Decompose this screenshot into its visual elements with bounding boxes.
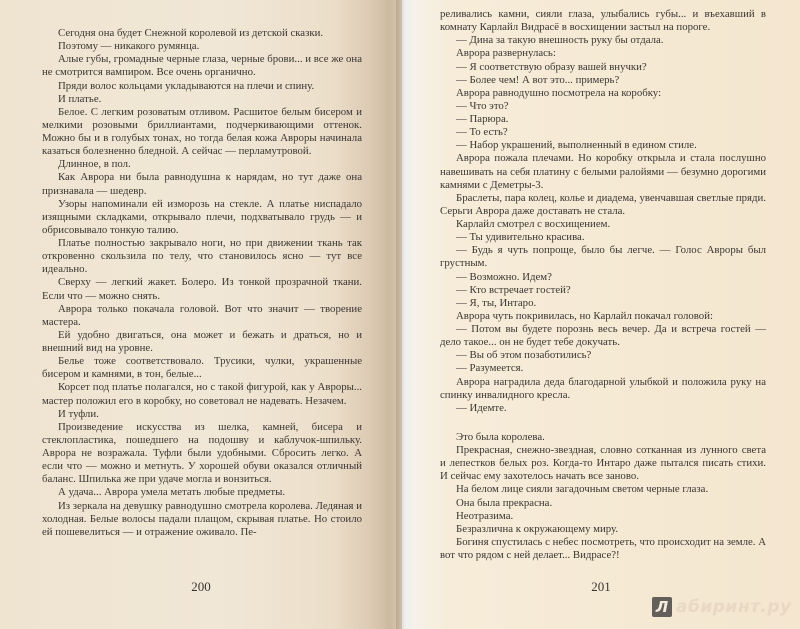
labirint-logo-icon: Л bbox=[652, 597, 672, 617]
paragraph: На белом лице сияли загадочным светом черные глаза. bbox=[456, 483, 709, 496]
paragraph: Аврора только покачала головой. Вот что значит — творение мастера. bbox=[42, 302, 362, 328]
paragraph: — Дина за такую внешность руку бы отдала. bbox=[456, 34, 664, 47]
paragraph: Как Аврора ни была равнодушна к нарядам, но тут даже она признавала — шедевр. bbox=[42, 171, 362, 197]
gutter-shadow bbox=[396, 0, 406, 629]
paragraph: И туфли. bbox=[58, 407, 99, 420]
paragraph: Белье тоже соответствовало. Трусики, чулки, украшенные бисером и камнями, в тон, белые... bbox=[42, 355, 362, 381]
paragraph: Белое. С легким розоватым отливом. Расшитое белым бисером и мелкими розовыми бриллиантами, подчеркивающими оттенок. Можно бы и в голубых тонах, но тогда белая кожа Авроры начинала казаться болезненно бледной. А сейчас — перламутровой. bbox=[42, 105, 362, 158]
paragraph: Сверху — легкий жакет. Болеро. Из тонкой прозрачной ткани. Если что — можно снять. bbox=[42, 276, 362, 302]
paragraph: — Более чем! А вот это... примерь? bbox=[456, 73, 620, 86]
page-number-right: 201 bbox=[591, 579, 611, 594]
paragraph: Аврора развернулась: bbox=[456, 47, 556, 60]
paragraph: Алые губы, громадные черные глаза, черные брови... и все же она не смотрится вампиром. Все очень органично. bbox=[42, 53, 362, 79]
paragraph: Поэтому — никакого румянца. bbox=[58, 40, 200, 53]
paragraph: — Я соответствую образу вашей внучки? bbox=[456, 60, 647, 73]
paragraph: — Набор украшений, выполненный в едином стиле. bbox=[456, 139, 697, 152]
paragraph: Из зеркала на девушку равнодушно смотрела королева. Ледяная и холодная. Белые волосы падали плащом, скрывая платье. Но стоило ей пошевелиться — и отражение оживало. Пе- bbox=[42, 499, 362, 538]
paragraph: — Ты удивительно красива. bbox=[456, 231, 585, 244]
paragraph: — Возможно. Идем? bbox=[456, 270, 552, 283]
right-page-text bbox=[440, 8, 766, 562]
paragraph: И платье. bbox=[58, 92, 102, 105]
paragraph: Богиня спустилась с небес посмотреть, что происходит на земле. А вот что рядом с ней делает... Видрасе?! bbox=[440, 535, 766, 561]
paragraph: Аврора чуть покривилась, но Карлайл покачал головой: bbox=[456, 309, 713, 322]
paragraph: Она была прекрасна. bbox=[456, 496, 553, 509]
paragraph: Узоры напоминали ей изморозь на стекле. А платье ниспадало изящными складками, открывало плечи, подхватывало грудь — и обрисовывало тонкую талию. bbox=[42, 197, 362, 236]
paragraph: — Кто встречает гостей? bbox=[456, 283, 571, 296]
paragraph: — Разумеется. bbox=[456, 362, 524, 375]
paragraph: Корсет под платье полагался, но с такой фигурой, как у Авроры... мастер положил его в коробку, но советовал не надевать. Незачем. bbox=[42, 381, 362, 407]
paragraph: Пряди волос кольцами укладываются на плечи и спину. bbox=[58, 79, 315, 92]
paragraph: — Идемте. bbox=[456, 401, 507, 414]
labirint-watermark bbox=[652, 596, 792, 618]
paragraph: Сегодня она будет Снежной королевой из детской сказки. bbox=[58, 27, 324, 39]
paragraph: — То есть? bbox=[456, 126, 508, 139]
right-page bbox=[402, 0, 800, 629]
paragraph: Прекрасная, снежно-звездная, словно сотканная из лунного света и лепестков белых роз. Когда-то Интаро даже пытался писать стихи. И сейчас ему захотелось начать все заново. bbox=[440, 444, 766, 483]
paragraph: Аврора пожала плечами. Но коробку открыла и стала послушно навешивать на себя платину с белыми ралойями — безумно дорогими камнями с Деметры-3. bbox=[440, 152, 766, 191]
paragraph: Аврора наградила деда благодарной улыбкой и положила руку на спинку инвалидного кресла. bbox=[440, 375, 766, 401]
paragraph: Ей удобно двигаться, она может и бежать и драться, но и внешний вид на уровне. bbox=[42, 328, 362, 354]
paragraph: Безразлична к окружающему миру. bbox=[456, 522, 619, 535]
paragraph: А удача... Аврора умела метать любые предметы. bbox=[58, 486, 286, 499]
paragraph: — Что это? bbox=[456, 99, 509, 112]
paragraph: Карлайл смотрел с восхищением. bbox=[456, 218, 611, 230]
paragraph: — Потом вы будете порознь весь вечер. Да и встреча гостей — дело такое... он не будет тебе докучать. bbox=[440, 323, 766, 349]
left-page-text bbox=[42, 27, 362, 539]
watermark-text: абиринт.ру bbox=[676, 597, 792, 617]
section-break bbox=[440, 415, 766, 431]
paragraph: Неотразима. bbox=[456, 509, 514, 522]
page-number-left: 200 bbox=[191, 579, 211, 594]
paragraph: — Вы об этом позаботились? bbox=[456, 349, 592, 362]
paragraph: Длинное, в пол. bbox=[58, 158, 131, 171]
paragraph: — Будь я чуть попроще, было бы легче. — Голос Авроры был грустным. bbox=[440, 244, 766, 270]
paragraph: Платье полностью закрывало ноги, но при движении ткань так откровенно скользила по телу, что становилось ясно — тут все идеально. bbox=[42, 237, 362, 276]
paragraph: Это была королева. bbox=[456, 430, 545, 443]
paragraph-continuation: реливались камни, сияли глаза, улыбались губы... и въехавший в комнату Карлайл Видрасё в восхищении застыл на пороге. bbox=[440, 8, 766, 34]
paragraph: — Парюра. bbox=[456, 113, 509, 125]
paragraph: — Я, ты, Интаро. bbox=[456, 296, 537, 309]
paragraph: Браслеты, пара колец, колье и диадема, увенчавшая светлые пряди. Серьги Аврора даже доставать не стала. bbox=[440, 191, 766, 217]
paragraph: Произведение искусства из шелка, камней, бисера и стеклопластика, пошедшего на подошву и каблучок-шпильку. Аврора не возражала. Туфли были удобными. Сбросить легко. А если что — можно и метнуть. У хорошей обуви оказался отличный баланс. Шпилька же при удаче могла и вонзиться. bbox=[42, 420, 362, 486]
paragraph: Аврора равнодушно посмотрела на коробку: bbox=[456, 86, 662, 99]
